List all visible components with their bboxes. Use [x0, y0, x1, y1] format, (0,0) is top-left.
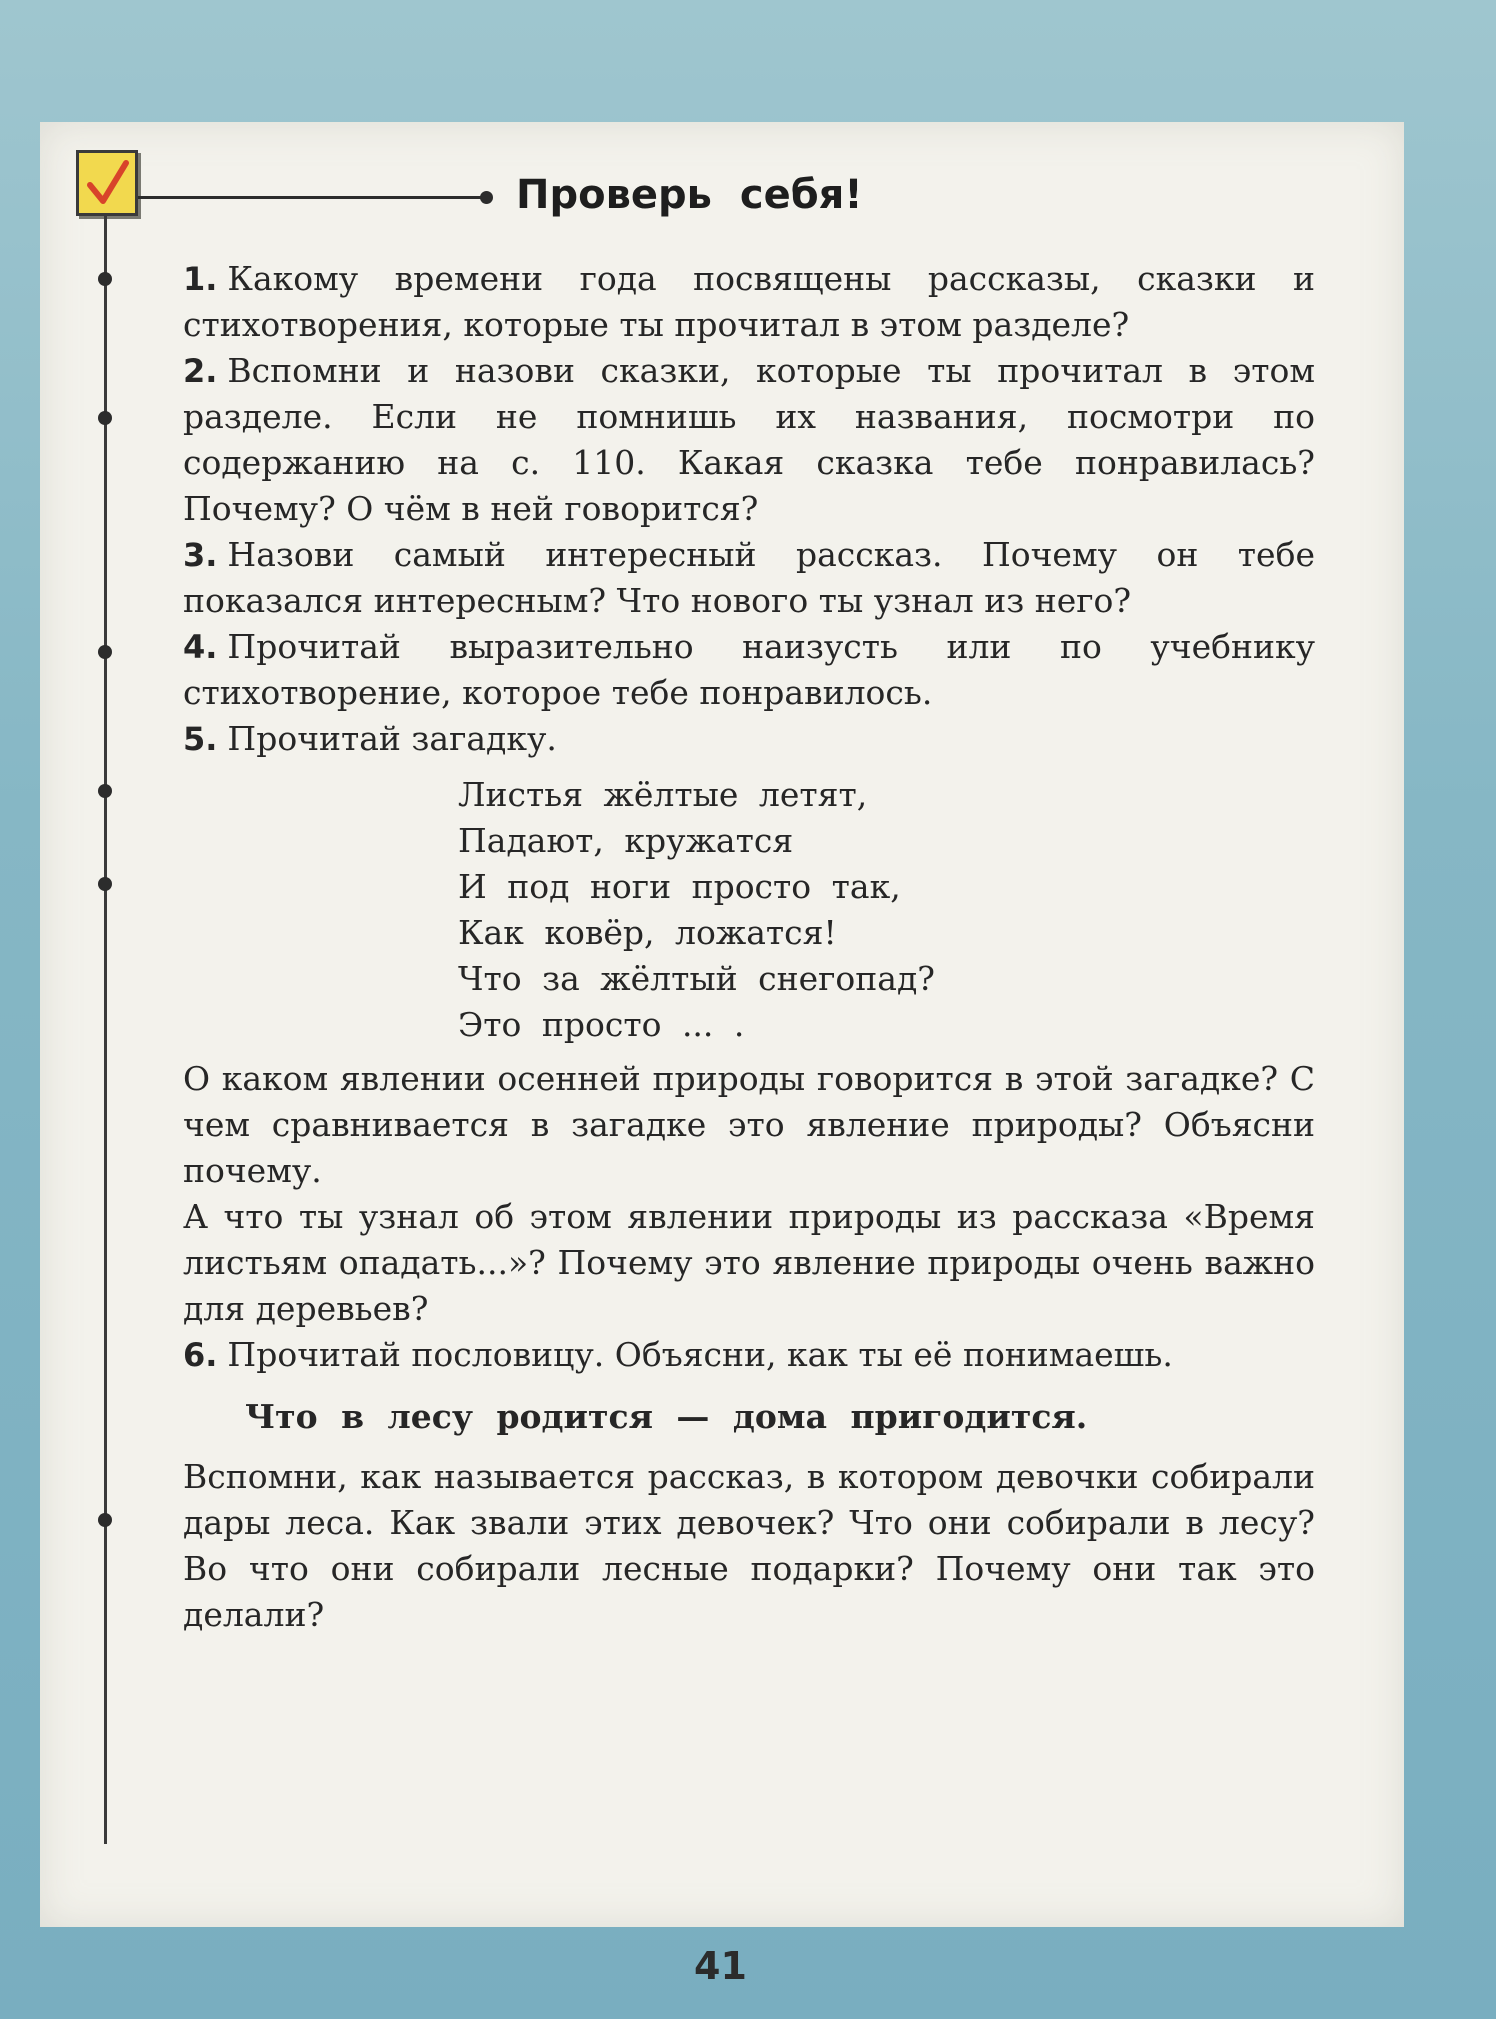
- question-text: Прочитай выразительно наизусть или по учебнику стихотворение, которое тебе понравилось.: [183, 627, 1315, 712]
- riddle-line: Как ковёр, ложатся!: [458, 913, 837, 952]
- riddle-line: Падают, кружатся: [458, 821, 794, 860]
- question-1: [183, 256, 1315, 348]
- margin-rule: [104, 214, 107, 1844]
- riddle-line: Листья жёлтые летят,: [458, 775, 868, 814]
- header-rule: [138, 196, 486, 199]
- question-text: Прочитай пословицу. Объясни, как ты её понимаешь.: [227, 1335, 1173, 1374]
- bullet-q3: [98, 645, 112, 659]
- question-5-followup-2: А что ты узнал об этом явлении природы из рассказа «Время листьям опадать...»? Почему это явление природы очень важно для деревьев?: [183, 1197, 1315, 1328]
- question-number: 3.: [183, 536, 218, 574]
- bullet-q2: [98, 411, 112, 425]
- bullet-q1: [98, 272, 112, 286]
- page-number: 41: [694, 1944, 747, 1988]
- question-text: Прочитай загадку.: [227, 719, 557, 758]
- question-3: [183, 532, 1315, 624]
- page-content: [183, 256, 1315, 1638]
- header-bullet: [480, 191, 493, 204]
- question-2: [183, 348, 1315, 532]
- section-title: Проверь себя!: [516, 172, 863, 218]
- riddle-poem: [458, 772, 1315, 1048]
- question-5: [183, 716, 1315, 762]
- bullet-q5: [98, 877, 112, 891]
- riddle-line: Что за жёлтый снегопад?: [458, 959, 935, 998]
- question-text: Вспомни и назови сказки, которые ты прочитал в этом разделе. Если не помнишь их названия, посмотри по содержанию на с. 110. Какая сказка тебе понравилась? Почему? О чём в ней говорится?: [183, 351, 1315, 528]
- riddle-line: Это просто ... .: [458, 1005, 745, 1044]
- bullet-q6: [98, 1513, 112, 1527]
- question-number: 6.: [183, 1336, 218, 1374]
- proverb: Что в лесу родится — дома пригодится.: [245, 1397, 1088, 1436]
- question-number: 5.: [183, 720, 218, 758]
- question-4: [183, 624, 1315, 716]
- final-paragraph: Вспомни, как называется рассказ, в котором девочки собирали дары леса. Как звали этих девочек? Что они собирали в лесу? Во что они собирали лесные подарки? Почему они так это делали?: [183, 1457, 1315, 1634]
- question-6: [183, 1332, 1315, 1378]
- riddle-line: И под ноги просто так,: [458, 867, 901, 906]
- question-number: 2.: [183, 352, 218, 390]
- question-text: Какому времени года посвящены рассказы, сказки и стихотворения, которые ты прочитал в этом разделе?: [183, 259, 1315, 344]
- checkmark-icon: [76, 150, 138, 216]
- question-number: 4.: [183, 628, 218, 666]
- question-5-followup-1: О каком явлении осенней природы говорится в этой загадке? С чем сравнивается в загадке это явление природы? Объясни почему.: [183, 1059, 1315, 1190]
- question-text: Назови самый интересный рассказ. Почему он тебе показался интересным? Что нового ты узнал из него?: [183, 535, 1315, 620]
- question-number: 1.: [183, 260, 218, 298]
- bullet-q4: [98, 784, 112, 798]
